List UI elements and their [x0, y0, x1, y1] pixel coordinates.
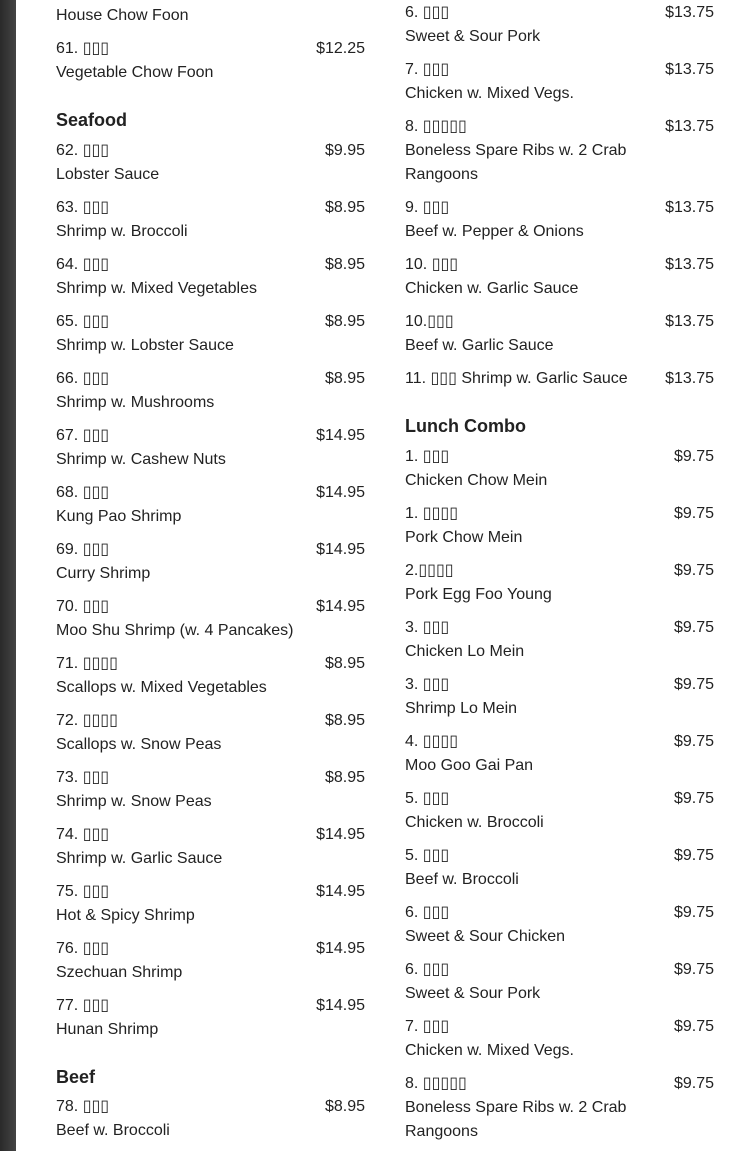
menu-item-name: House Chow Foon	[56, 7, 189, 24]
menu-item	[405, 901, 714, 949]
menu-item-number: 66. ▯▯▯	[56, 370, 110, 387]
menu-item-name: Pork Egg Foo Young	[405, 586, 552, 603]
menu-item-number: 69. ▯▯▯	[56, 541, 110, 558]
menu-item-number: 74. ▯▯▯	[56, 826, 110, 843]
menu-item-name: Shrimp w. Lobster Sauce	[56, 337, 234, 354]
menu-item-name: Shrimp w. Mixed Vegetables	[56, 280, 257, 297]
menu-item-price: $8.95	[324, 313, 365, 330]
menu-item-name: Chicken w. Mixed Vegs.	[405, 85, 574, 102]
menu-item-price: $8.95	[324, 256, 365, 273]
menu-item	[56, 766, 365, 814]
menu-item-price: $9.95	[324, 142, 365, 159]
menu-item	[405, 115, 714, 187]
menu-item	[405, 730, 714, 778]
menu-item	[405, 1015, 714, 1063]
menu-item	[405, 787, 714, 835]
menu-item-number: 4. ▯▯▯▯	[405, 733, 459, 750]
menu-item-price: $8.95	[324, 199, 365, 216]
menu-item	[56, 481, 365, 529]
menu-item	[56, 37, 365, 85]
menu-item-number: 73. ▯▯▯	[56, 769, 110, 786]
menu-item-price: $14.95	[316, 484, 365, 501]
menu-item-price: $14.95	[316, 940, 365, 957]
menu-item-price: $13.75	[665, 370, 714, 387]
menu-item	[56, 994, 365, 1042]
menu-item-price: $8.95	[324, 655, 365, 672]
menu-item-name: Sweet & Sour Pork	[405, 985, 541, 1002]
menu-item-price: $9.75	[673, 676, 714, 693]
menu-item-price: $13.75	[665, 61, 714, 78]
menu-item-number: 65. ▯▯▯	[56, 313, 110, 330]
menu-item-price: $9.75	[673, 961, 714, 978]
menu-item-name: Hunan Shrimp	[56, 1021, 159, 1038]
menu-item-name: Chicken Chow Mein	[405, 472, 548, 489]
menu-item-price: $9.75	[673, 904, 714, 921]
menu-item-name: Chicken Lo Mein	[405, 643, 525, 660]
menu-item-number: 2.▯▯▯▯	[405, 562, 454, 579]
menu-item	[56, 4, 365, 28]
menu-item	[405, 958, 714, 1006]
menu-item-number: 70. ▯▯▯	[56, 598, 110, 615]
menu-page	[16, 0, 750, 1151]
menu-item	[56, 709, 365, 757]
menu-item-name: Hot & Spicy Shrimp	[56, 907, 195, 924]
menu-item-name: Pork Chow Mein	[405, 529, 523, 546]
menu-item-number: 62. ▯▯▯	[56, 142, 110, 159]
menu-item-number: 3. ▯▯▯	[405, 676, 450, 693]
menu-item	[56, 538, 365, 586]
menu-item-price: $8.95	[324, 370, 365, 387]
menu-item	[56, 367, 365, 415]
menu-item-name: Shrimp w. Broccoli	[56, 223, 188, 240]
menu-item-number: 75. ▯▯▯	[56, 883, 110, 900]
menu-item-price: $14.95	[316, 997, 365, 1014]
section-heading-lunch-combo: Lunch Combo	[405, 416, 526, 436]
menu-item	[405, 310, 714, 358]
menu-item	[405, 616, 714, 664]
menu-item-name: Beef w. Broccoli	[405, 871, 519, 888]
menu-item-number: 77. ▯▯▯	[56, 997, 110, 1014]
menu-item-price: $9.75	[673, 790, 714, 807]
menu-item-number: 6. ▯▯▯	[405, 961, 450, 978]
menu-item-price: $9.75	[673, 619, 714, 636]
menu-item-name: Chicken w. Broccoli	[405, 814, 544, 831]
menu-item-name: Scallops w. Mixed Vegetables	[56, 679, 267, 696]
menu-item-price: $9.75	[673, 847, 714, 864]
menu-item-number: 10. ▯▯▯	[405, 256, 459, 273]
menu-item-price: $13.75	[665, 256, 714, 273]
menu-item-number: 5. ▯▯▯	[405, 847, 450, 864]
menu-item-name: Chicken w. Mixed Vegs.	[405, 1042, 574, 1059]
menu-item-price: $14.95	[316, 541, 365, 558]
menu-item	[405, 445, 714, 493]
menu-item-name: Moo Shu Shrimp (w. 4 Pancakes)	[56, 622, 294, 639]
menu-item	[405, 559, 714, 607]
menu-item	[56, 196, 365, 244]
menu-item-number: 61. ▯▯▯	[56, 40, 110, 57]
menu-item	[405, 1072, 714, 1144]
menu-item-number: 1. ▯▯▯	[405, 448, 450, 465]
menu-item-price: $14.95	[316, 598, 365, 615]
menu-item-number: 9. ▯▯▯	[405, 199, 450, 216]
menu-item-price: $14.95	[316, 427, 365, 444]
menu-item-price: $9.75	[673, 1075, 714, 1092]
menu-item-price: $13.75	[665, 4, 714, 21]
menu-item-number: 6. ▯▯▯	[405, 904, 450, 921]
menu-item-price: $8.95	[324, 1098, 365, 1115]
menu-item-price: $12.25	[316, 40, 365, 57]
menu-item	[405, 502, 714, 550]
menu-item-number: 3. ▯▯▯	[405, 619, 450, 636]
section-heading-beef: Beef	[56, 1067, 96, 1087]
section-heading-seafood: Seafood	[56, 110, 128, 130]
menu-item-name: Beef w. Garlic Sauce	[405, 337, 554, 354]
menu-item	[405, 673, 714, 721]
menu-item-price: $9.75	[673, 505, 714, 522]
menu-item-price: $14.95	[316, 826, 365, 843]
menu-item-number: 1. ▯▯▯▯	[405, 505, 459, 522]
menu-item-number: 78. ▯▯▯	[56, 1098, 110, 1115]
menu-item	[405, 1, 714, 49]
menu-item-number: 67. ▯▯▯	[56, 427, 110, 444]
menu-item-number: 7. ▯▯▯	[405, 61, 450, 78]
menu-item-price: $14.95	[316, 883, 365, 900]
menu-item	[56, 652, 365, 700]
menu-item-number: 63. ▯▯▯	[56, 199, 110, 216]
menu-item-name: Shrimp w. Cashew Nuts	[56, 451, 226, 468]
menu-item	[56, 424, 365, 472]
menu-item-price: $8.95	[324, 712, 365, 729]
menu-item-price: $9.75	[673, 448, 714, 465]
menu-item-number: 5. ▯▯▯	[405, 790, 450, 807]
menu-item-price: $13.75	[665, 118, 714, 135]
menu-item	[56, 595, 365, 643]
menu-item-name: Sweet & Sour Chicken	[405, 928, 566, 945]
menu-item-name: Lobster Sauce	[56, 166, 160, 183]
menu-item	[405, 844, 714, 892]
menu-item-name: Moo Goo Gai Pan	[405, 757, 534, 774]
menu-item	[56, 880, 365, 928]
menu-item-number: 6. ▯▯▯	[405, 4, 450, 21]
menu-item-price: $13.75	[665, 199, 714, 216]
menu-item-name: Shrimp w. Garlic Sauce	[56, 850, 223, 867]
menu-item-name: Scallops w. Snow Peas	[56, 736, 222, 753]
menu-item-price: $8.95	[324, 769, 365, 786]
menu-item-name: Vegetable Chow Foon	[56, 64, 214, 81]
menu-item-price: $13.75	[665, 313, 714, 330]
menu-item	[405, 367, 714, 391]
menu-item-name: Shrimp w. Snow Peas	[56, 793, 212, 810]
menu-item	[56, 1095, 365, 1143]
menu-item-number: 68. ▯▯▯	[56, 484, 110, 501]
menu-item-price: $9.75	[673, 733, 714, 750]
menu-item-price: $9.75	[673, 1018, 714, 1035]
menu-item	[56, 310, 365, 358]
menu-item	[405, 196, 714, 244]
menu-item-name: Kung Pao Shrimp	[56, 508, 182, 525]
menu-item	[56, 139, 365, 187]
menu-item	[56, 823, 365, 871]
menu-item-name: Beef w. Pepper & Onions	[405, 223, 584, 240]
menu-item-price: $9.75	[673, 562, 714, 579]
dark-side-strip	[0, 0, 16, 1151]
menu-item-name: Shrimp w. Mushrooms	[56, 394, 215, 411]
menu-item-number: 71. ▯▯▯▯	[56, 655, 118, 672]
menu-item-number: 10.▯▯▯	[405, 313, 454, 330]
menu-item-name: Beef w. Broccoli	[56, 1122, 170, 1139]
menu-item-number: 7. ▯▯▯	[405, 1018, 450, 1035]
menu-item-name: Boneless Spare Ribs w. 2 Crab Rangoons	[405, 142, 627, 183]
menu-item-name: Chicken w. Garlic Sauce	[405, 280, 579, 297]
menu-item	[56, 253, 365, 301]
menu-item-number: 76. ▯▯▯	[56, 940, 110, 957]
menu-item	[405, 253, 714, 301]
menu-item	[56, 937, 365, 985]
menu-item-name: Boneless Spare Ribs w. 2 Crab Rangoons	[405, 1099, 627, 1140]
menu-item-number: 8. ▯▯▯▯▯	[405, 1075, 467, 1092]
menu-item-number: 11. ▯▯▯ Shrimp w. Garlic Sauce	[405, 370, 628, 387]
menu-item-name: Curry Shrimp	[56, 565, 151, 582]
menu-item-name: Sweet & Sour Pork	[405, 28, 541, 45]
menu-item-name: Szechuan Shrimp	[56, 964, 183, 981]
menu-item-number: 8. ▯▯▯▯▯	[405, 118, 467, 135]
menu-item	[405, 58, 714, 106]
menu-item-name: Shrimp Lo Mein	[405, 700, 518, 717]
menu-item-number: 64. ▯▯▯	[56, 256, 110, 273]
menu-item-number: 72. ▯▯▯▯	[56, 712, 118, 729]
